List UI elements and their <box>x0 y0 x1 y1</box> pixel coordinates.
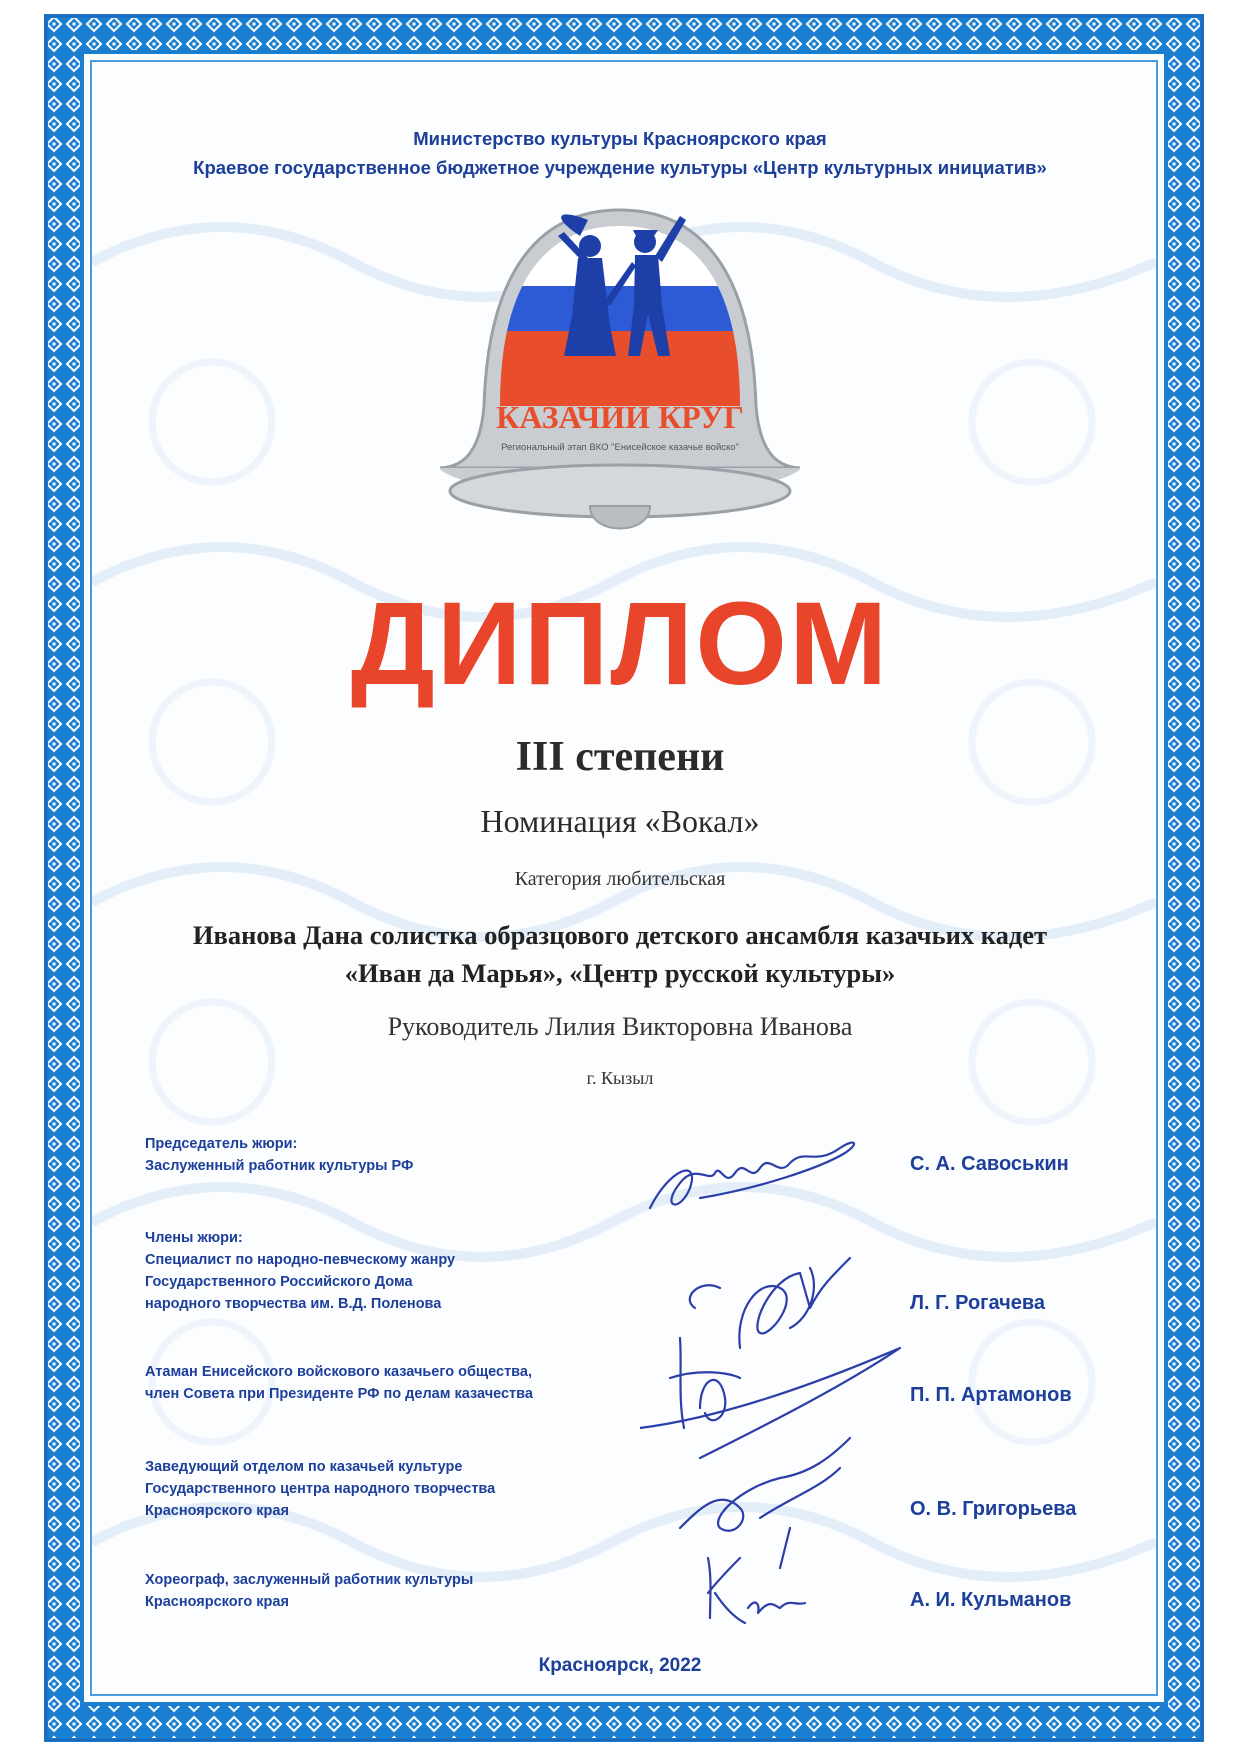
winner-line-2: «Иван да Марья», «Центр русской культуры» <box>344 958 896 988</box>
signature-kulmanov <box>708 1528 805 1623</box>
category: Категория любительская <box>514 868 726 890</box>
nomination: Номинация «Вокал» <box>480 803 760 839</box>
signature-savoskin <box>650 1143 854 1208</box>
jury-title-line: Государственного Российского Дома <box>145 1274 413 1290</box>
ministry-title: Министерство культуры Красноярского края <box>413 128 827 149</box>
jury-title-member-4 <box>145 1569 605 1613</box>
diploma-title: ДИПЛОМ <box>350 578 890 710</box>
jury-title-line: народного творчества им. В.Д. Поленова <box>145 1296 442 1312</box>
jury-title-member-3 <box>145 1456 605 1522</box>
logo-contest-line: Всероссийский фольклорный конкурс <box>512 384 728 399</box>
jury-title-line: Заведующий отделом по казачьей культуре <box>145 1459 463 1475</box>
jury-title-line: Красноярского края <box>145 1503 289 1519</box>
signature-grigorieva <box>680 1438 850 1531</box>
jury-title-line: Государственного центра народного творчества <box>145 1481 496 1497</box>
contest-logo <box>440 206 800 562</box>
bell-icon <box>440 206 800 529</box>
jury-title-line: Хореограф, заслуженный работник культуры <box>145 1572 474 1588</box>
diploma-degree: III степени <box>515 734 725 780</box>
jury-title-line: Члены жюри: <box>145 1230 243 1246</box>
leader: Руководитель Лилия Викторовна Иванова <box>387 1012 853 1041</box>
winner-line-1: Иванова Дана солистка образцового детского ансамбля казачьих кадет <box>192 920 1048 950</box>
jury-name-savoskin: С. А. Савоськин <box>910 1153 1069 1175</box>
jury-name-grigorieva: О. В. Григорьева <box>910 1498 1077 1520</box>
jury-title-member-2 <box>145 1361 605 1405</box>
jury-title-chairman <box>145 1133 605 1177</box>
jury-name-rogacheva: Л. Г. Рогачева <box>910 1292 1045 1314</box>
place-and-year: Красноярск, 2022 <box>538 1655 702 1676</box>
jury-title-line: Специалист по народно-певческому жанру <box>145 1252 456 1268</box>
city: г. Кызыл <box>586 1068 654 1088</box>
jury-title-line: Заслуженный работник культуры РФ <box>145 1158 414 1174</box>
jury-title-member-1 <box>145 1227 605 1315</box>
logo-stage-line: Региональный этап ВКО "Енисейское казачье войско" <box>501 442 739 453</box>
jury-signatures <box>640 1128 910 1658</box>
signature-artamonov <box>640 1338 900 1458</box>
jury-title-line: Председатель жюри: <box>145 1136 298 1152</box>
jury-name-kulmanov: А. И. Кульманов <box>910 1589 1072 1611</box>
signature-rogacheva <box>690 1258 850 1348</box>
jury-title-line: Атаман Енисейского войскового казачьего общества, <box>145 1364 532 1380</box>
jury-title-line: член Совета при Президенте РФ по делам казачества <box>145 1386 533 1402</box>
logo-contest-name: КАЗАЧИЙ КРУГ <box>496 399 744 435</box>
jury-title-line: Красноярского края <box>145 1594 289 1610</box>
jury-name-artamonov: П. П. Артамонов <box>910 1384 1072 1406</box>
institution-title: Краевое государственное бюджетное учреждение культуры «Центр культурных инициатив» <box>193 157 1047 178</box>
